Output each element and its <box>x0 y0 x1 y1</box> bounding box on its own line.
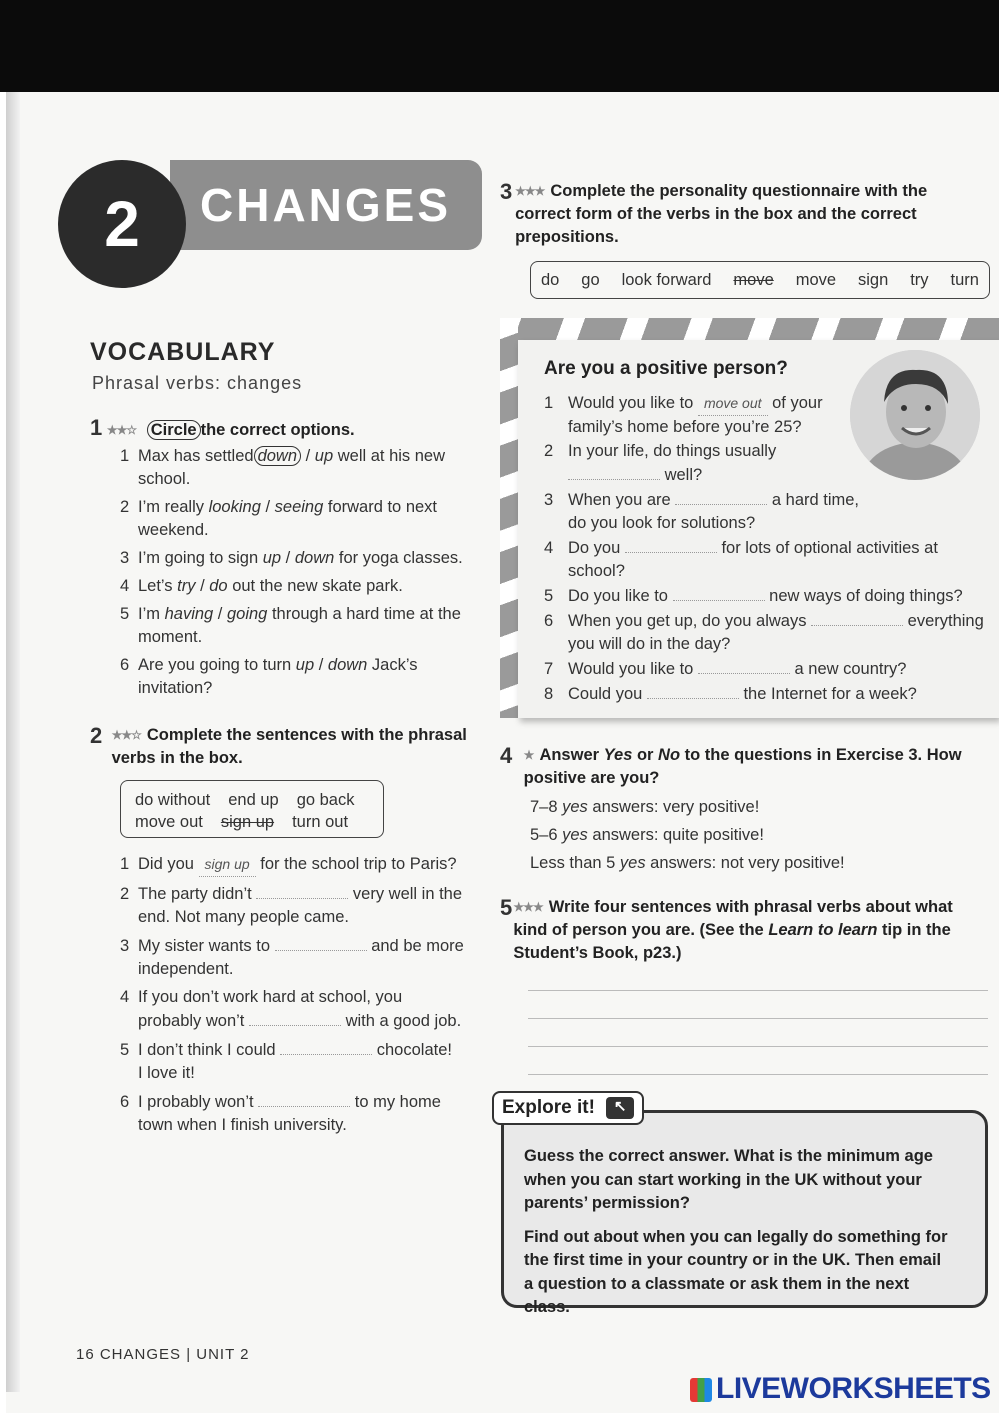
box-phrasal-verb: end up <box>228 791 279 809</box>
item-number: 5 <box>120 1041 130 1059</box>
option-separator: / <box>301 447 315 466</box>
item-text: a hard time, <box>767 491 860 509</box>
instruction-part: Write four sentences with phrasal verbs about what kind of person you are. (See the <box>513 898 953 940</box>
difficulty-stars-icon: ★★☆ <box>106 423 137 438</box>
instruction: Complete the sentences with the phrasal verbs in the box. <box>111 726 467 768</box>
item-text: Would you like to <box>568 660 698 678</box>
item-text-line2: I love it! <box>138 1064 195 1082</box>
item-text: I probably won’t <box>138 1093 259 1111</box>
ex1-item <box>120 575 490 598</box>
ex1-item <box>120 654 490 700</box>
exercise-5 <box>500 896 985 965</box>
answer-blank[interactable] <box>280 1038 372 1055</box>
circle-label: Circle <box>147 420 201 440</box>
liveworksheets-icon <box>690 1378 712 1402</box>
box-verb: move <box>795 270 837 289</box>
item-line2 <box>120 1009 490 1033</box>
ex2-item <box>120 882 490 929</box>
item-text-line2: family’s home before you’re 25? <box>568 418 802 436</box>
item-text: through a hard time at the <box>267 605 461 624</box>
score-text: answers: very positive! <box>587 798 760 817</box>
answer-blank[interactable] <box>698 657 790 674</box>
item-text: Jack’s <box>367 656 418 675</box>
exercise-4 <box>500 744 980 880</box>
questionnaire-items <box>544 392 994 707</box>
item-text: everything <box>903 612 984 630</box>
unit-number: 2 <box>104 188 140 260</box>
page-spine <box>6 92 20 1392</box>
cursor-click-icon: ↖ <box>606 1097 634 1119</box>
score-range: 7–8 <box>530 798 563 817</box>
item-number: 3 <box>544 491 554 509</box>
score-result <box>530 824 980 847</box>
score-result <box>530 852 980 875</box>
explore-it-tab <box>492 1091 644 1125</box>
instruction-part: to the questions in Exercise 3. How positive are you? <box>523 746 962 788</box>
instruction-part: Answer <box>539 746 604 764</box>
item-number: 4 <box>120 988 130 1006</box>
instruction-part: tip in the Student’s Book, p23.) <box>513 921 951 963</box>
answer-blank[interactable] <box>673 584 765 601</box>
exercise-number: 5 <box>500 895 513 920</box>
item-text: Do you <box>568 539 625 557</box>
box-verb: move <box>733 270 774 289</box>
answer-blank-filled[interactable]: sign up <box>199 853 256 877</box>
item-text-line2: invitation? <box>138 679 213 698</box>
box-verb: try <box>910 270 929 289</box>
item-text: for the school trip to Paris? <box>255 855 457 873</box>
ex1-item <box>120 547 490 570</box>
answer-blank[interactable] <box>249 1009 341 1026</box>
option-separator: / <box>281 549 295 568</box>
item-text: When you get up, do you always <box>568 612 812 630</box>
item-text: of your <box>767 394 823 412</box>
ex2-word-box <box>120 780 384 838</box>
writing-line[interactable] <box>528 1046 988 1047</box>
ex2-items <box>120 853 490 1142</box>
score-yes: yes <box>562 798 588 817</box>
unit-title-banner <box>170 160 482 250</box>
ex2-item <box>120 1090 490 1137</box>
option-2[interactable]: up <box>314 447 334 466</box>
score-range: Less than 5 <box>530 854 620 873</box>
exercise-number: 2 <box>90 723 103 748</box>
item-text: My sister wants to <box>138 937 275 955</box>
answer-blank[interactable] <box>568 463 660 480</box>
answer-blank-filled[interactable]: move out <box>698 392 768 416</box>
item-text: very well in the <box>348 885 463 903</box>
item-text: Are you going to turn <box>138 656 296 675</box>
questionnaire-item <box>544 682 994 706</box>
item-number: 3 <box>120 549 130 568</box>
item-number: 6 <box>120 1093 130 1111</box>
explore-task: Find out about when you can legally do something for the first time in your country or in the UK. Then email a question to a classmate or ask them in the next class. <box>524 1227 948 1316</box>
liveworksheets-logo <box>690 1372 991 1406</box>
item-text-line2: school. <box>138 470 191 489</box>
questionnaire-item <box>544 440 994 487</box>
box-verb: look forward <box>621 270 712 289</box>
item-text: forward to next <box>323 498 438 517</box>
item-text: well? <box>660 466 703 484</box>
exercise-1 <box>90 416 490 705</box>
item-text: chocolate! <box>372 1041 452 1059</box>
item-text: If you don’t work hard at school, you <box>138 988 403 1006</box>
item-text: I’m really <box>138 498 209 517</box>
item-text: Do you like to <box>568 587 673 605</box>
item-text: Let’s <box>138 577 178 596</box>
instruction: the correct options. <box>200 421 355 439</box>
option-1[interactable]: up <box>262 549 282 568</box>
item-text-line2: you will do in the day? <box>568 635 731 653</box>
exercise-3 <box>500 180 980 249</box>
questionnaire-title: Are you a positive person? <box>544 358 788 379</box>
writing-line[interactable] <box>528 1018 988 1019</box>
item-number: 5 <box>544 587 554 605</box>
item-text: Max has settled <box>138 447 254 466</box>
difficulty-stars-icon: ★★★ <box>515 184 545 199</box>
item-number: 4 <box>120 577 130 596</box>
page-footer: 16 CHANGES | UNIT 2 <box>76 1346 250 1363</box>
writing-line[interactable] <box>528 1074 988 1075</box>
item-line2 <box>544 463 994 487</box>
box-verb: go <box>581 270 600 289</box>
item-text: for yoga classes. <box>334 549 463 568</box>
box-phrasal-verb: go back <box>296 791 355 809</box>
item-text: well at his new <box>333 447 446 466</box>
instruction-part: or <box>632 746 659 764</box>
explore-it-box <box>501 1110 988 1316</box>
box-phrasal-verb: turn out <box>292 813 349 831</box>
item-number: 2 <box>120 885 130 903</box>
item-text: and be more <box>366 937 464 955</box>
option-separator: / <box>195 577 210 596</box>
option-2[interactable]: do <box>209 577 228 596</box>
item-number: 2 <box>120 498 130 517</box>
option-2[interactable]: down <box>294 549 335 568</box>
item-text-line2: town when I finish university. <box>138 1116 347 1134</box>
ex2-item <box>120 934 490 981</box>
option-2[interactable]: seeing <box>274 498 324 517</box>
questionnaire-item <box>544 536 994 583</box>
answer-blank[interactable] <box>625 536 717 553</box>
exercise-number: 3 <box>500 179 513 204</box>
item-text: Did you <box>138 855 199 873</box>
item-number: 4 <box>544 539 554 557</box>
item-text-line2: do you look for solutions? <box>568 514 756 532</box>
item-text: out the new skate park. <box>227 577 403 596</box>
instruction-no: No <box>658 746 681 764</box>
unit-number-badge <box>58 160 186 288</box>
score-range: 5–6 <box>530 826 563 845</box>
exercise-number: 4 <box>500 743 513 768</box>
item-text: to my home <box>350 1093 441 1111</box>
option-separator: / <box>314 656 328 675</box>
item-text: When you are <box>568 491 676 509</box>
explore-question: Guess the correct answer. What is the minimum age when you can start working in the UK without your parents’ permission? <box>524 1147 933 1212</box>
exercise-number: 1 <box>90 415 103 440</box>
ex1-item <box>120 603 490 649</box>
option-1[interactable]: up <box>295 656 315 675</box>
questionnaire-item <box>544 657 994 681</box>
explore-tab-label: Explore it! <box>502 1097 595 1119</box>
writing-line[interactable] <box>528 990 988 991</box>
option-2[interactable]: down <box>327 656 368 675</box>
item-number: 2 <box>544 442 554 460</box>
score-text: answers: quite positive! <box>587 826 764 845</box>
item-text: with a good job. <box>340 1012 462 1030</box>
box-verb: do <box>541 270 560 289</box>
item-number: 1 <box>544 394 554 412</box>
item-number: 6 <box>120 656 130 675</box>
item-text: I’m going to sign <box>138 549 263 568</box>
item-number: 5 <box>120 605 130 624</box>
instruction-italic: Learn to learn <box>768 921 878 940</box>
box-phrasal-verb: do without <box>135 791 211 809</box>
item-text-line2: end. Not many people came. <box>138 908 349 926</box>
ex1-item <box>120 445 490 491</box>
box-verb: sign <box>858 270 889 289</box>
item-text-line2: school? <box>568 562 625 580</box>
score-result <box>530 796 980 819</box>
instruction-yes: Yes <box>603 746 633 764</box>
box-phrasal-verb: sign up <box>220 813 275 831</box>
vocabulary-subheading: Phrasal verbs: changes <box>92 373 303 393</box>
writing-lines[interactable] <box>528 990 988 1102</box>
unit-title: CHANGES <box>200 179 452 231</box>
questionnaire-item <box>544 488 994 535</box>
option-1[interactable]: having <box>164 605 214 624</box>
ex2-item <box>120 1038 490 1085</box>
item-text: new ways of doing things? <box>764 587 963 605</box>
item-text-line2: weekend. <box>138 521 209 540</box>
item-text: for lots of optional activities at <box>716 539 938 557</box>
ex2-item <box>120 853 490 877</box>
ex3-word-box <box>530 261 990 299</box>
answer-blank[interactable] <box>647 682 739 699</box>
item-text: In your life, do things usually <box>568 442 777 460</box>
difficulty-stars-icon: ★ <box>523 748 534 763</box>
item-text: I don’t think I could <box>138 1041 281 1059</box>
item-number: 7 <box>544 660 554 678</box>
scan-top-band <box>0 0 999 92</box>
score-yes: yes <box>619 854 646 873</box>
item-text: a new country? <box>789 660 907 678</box>
score-yes: yes <box>562 826 588 845</box>
item-text: I’m <box>138 605 165 624</box>
instruction: Complete the personality questionnaire with the correct form of the verbs in the box and the correct prepositions. <box>515 182 928 247</box>
quiz-decorative-stripe <box>500 318 999 340</box>
vocabulary-heading: VOCABULARY <box>90 338 276 366</box>
score-text: answers: not very positive! <box>645 854 845 873</box>
ex2-item <box>120 986 490 1033</box>
answer-blank[interactable] <box>275 934 367 951</box>
ex1-item <box>120 496 490 542</box>
option-1[interactable]: down <box>254 446 301 466</box>
item-number: 8 <box>544 685 554 703</box>
item-text: Could you <box>568 685 647 703</box>
answer-blank[interactable] <box>258 1090 350 1107</box>
option-1[interactable]: looking <box>208 498 261 517</box>
box-verb: turn <box>950 270 979 289</box>
answer-blank[interactable] <box>811 609 903 626</box>
brand-text: LIVEWORKSHEETS <box>716 1372 991 1405</box>
item-number: 3 <box>120 937 130 955</box>
questionnaire-item <box>544 609 994 656</box>
answer-blank[interactable] <box>675 488 767 505</box>
item-text: The party didn’t <box>138 885 257 903</box>
item-text-line2: independent. <box>138 960 234 978</box>
answer-blank[interactable] <box>256 882 348 899</box>
option-2[interactable]: going <box>226 605 268 624</box>
item-text-line2: moment. <box>138 628 203 647</box>
item-number: 1 <box>120 855 130 873</box>
item-number: 6 <box>544 612 554 630</box>
option-separator: / <box>260 498 275 517</box>
box-phrasal-verb: move out <box>135 813 203 831</box>
option-separator: / <box>213 605 227 624</box>
difficulty-stars-icon: ★★☆ <box>111 728 141 743</box>
questionnaire-item <box>544 392 994 439</box>
item-text: probably won’t <box>138 1012 249 1030</box>
option-1[interactable]: try <box>177 577 196 596</box>
exercise-2 <box>90 724 490 770</box>
item-text: Would you like to <box>568 394 698 412</box>
quiz-decorative-stripe-left <box>500 318 518 718</box>
questionnaire-item <box>544 584 994 608</box>
item-text: the Internet for a week? <box>738 685 917 703</box>
difficulty-stars-icon: ★★★ <box>513 900 543 915</box>
item-number: 1 <box>120 447 130 466</box>
